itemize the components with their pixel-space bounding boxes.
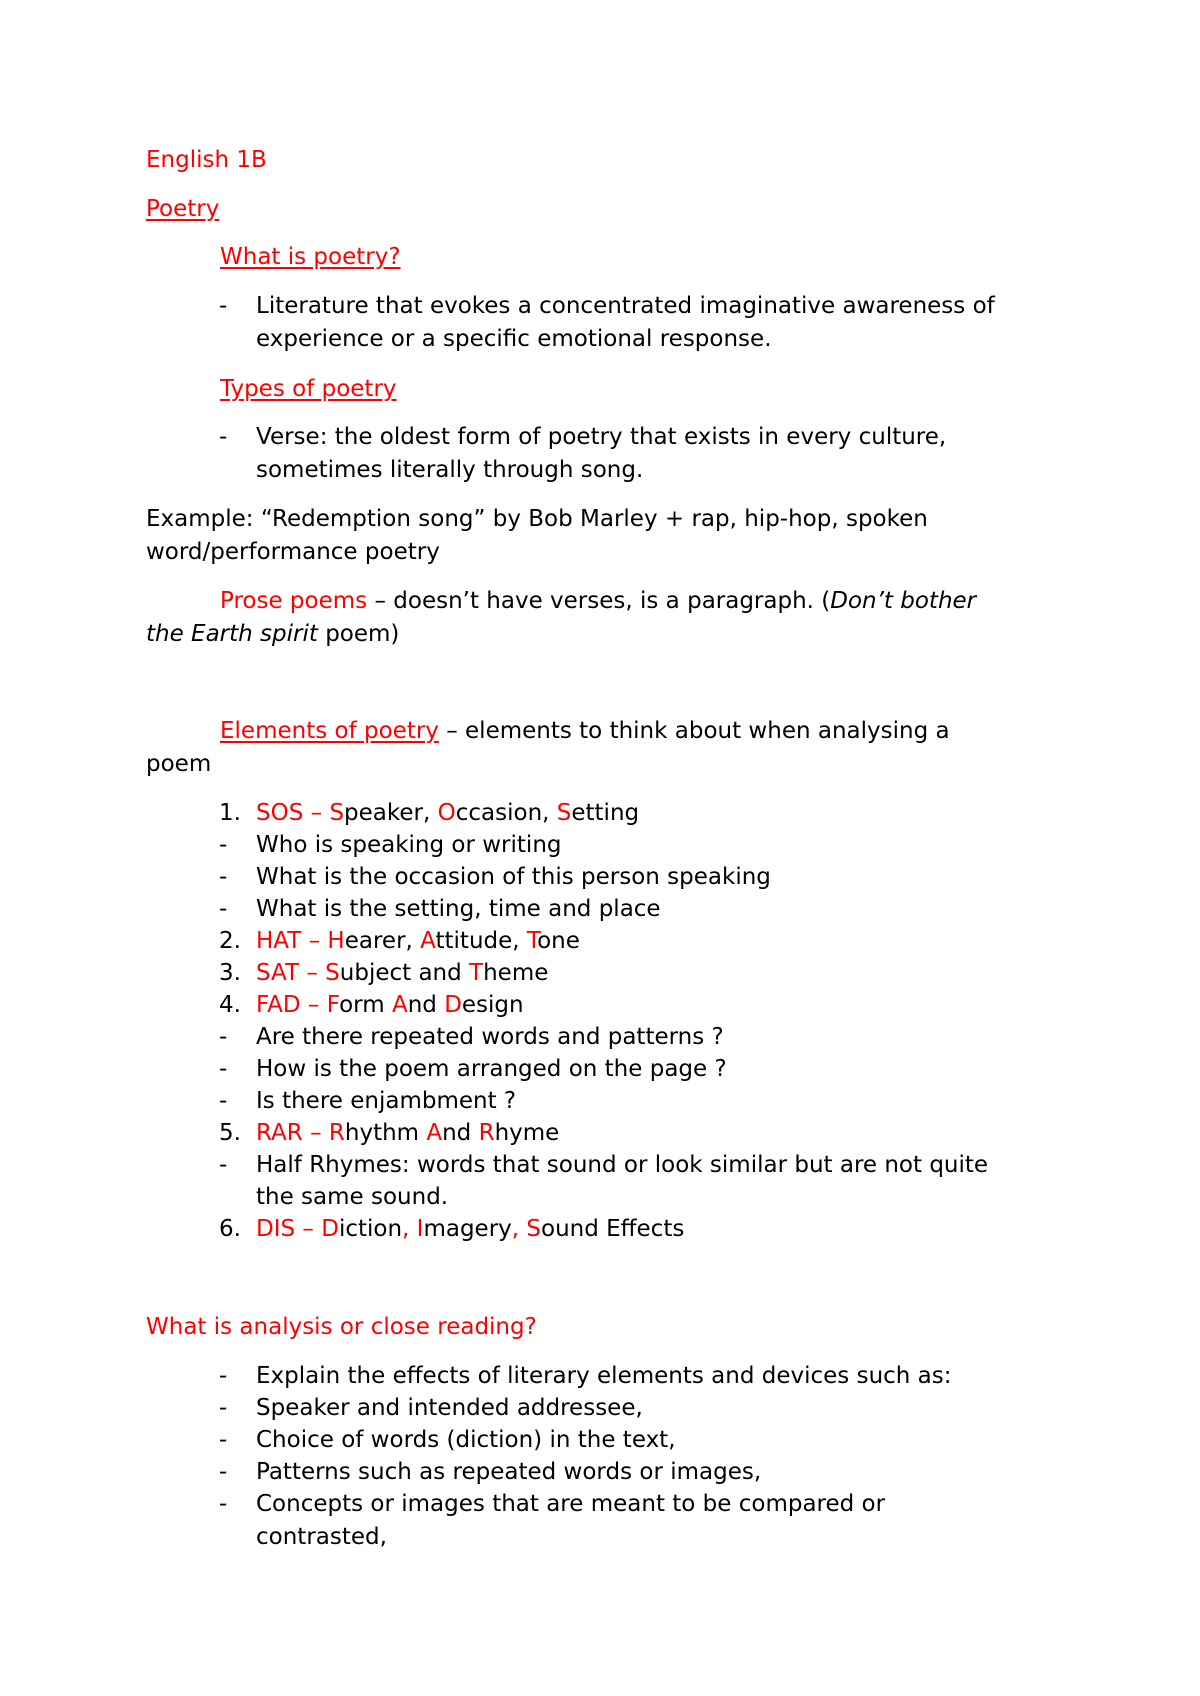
acronym: RAR – bbox=[256, 1120, 329, 1146]
initial: A bbox=[426, 1120, 443, 1146]
list-number: 5. bbox=[219, 1120, 241, 1146]
initial: A bbox=[420, 928, 436, 954]
initial: R bbox=[328, 1120, 345, 1146]
acronym: SOS – bbox=[256, 800, 330, 826]
document-title: English 1B bbox=[146, 147, 267, 173]
bullet-dash: - bbox=[219, 1427, 228, 1453]
list-number: 4. bbox=[219, 992, 241, 1018]
list-number: 3. bbox=[219, 960, 241, 986]
bullet-text: Speaker and intended addressee, bbox=[256, 1395, 643, 1421]
bullet-text: Choice of words (diction) in the text, bbox=[256, 1427, 676, 1453]
subheading-what-is-poetry: What is poetry? bbox=[220, 244, 401, 270]
word: earer, bbox=[344, 928, 421, 954]
initial: S bbox=[325, 960, 340, 986]
word: esign bbox=[461, 992, 524, 1018]
bullet-dash: - bbox=[219, 1088, 228, 1114]
word: peaker, bbox=[344, 800, 438, 826]
bullet-text: What is the setting, time and place bbox=[256, 896, 661, 922]
initial: O bbox=[437, 800, 456, 826]
subheading-elements-of-poetry: Elements of poetry bbox=[220, 718, 439, 744]
bullet-text: Patterns such as repeated words or images, bbox=[256, 1459, 762, 1485]
word: nd bbox=[407, 992, 445, 1018]
list-item-sos bbox=[256, 797, 639, 829]
word: one bbox=[537, 928, 580, 954]
word: etting bbox=[571, 800, 640, 826]
bullet-dash: - bbox=[219, 864, 228, 890]
word: orm bbox=[339, 992, 392, 1018]
elements-heading-continued: poem bbox=[146, 751, 212, 777]
initial: A bbox=[391, 992, 408, 1018]
word: hythm bbox=[344, 1120, 427, 1146]
list-number: 6. bbox=[219, 1216, 241, 1242]
prose-poems-line bbox=[220, 585, 976, 617]
bullet-text: Are there repeated words and patterns ? bbox=[256, 1024, 724, 1050]
initial: S bbox=[526, 1216, 542, 1242]
bullet-text-continued: experience or a specific emotional response. bbox=[256, 326, 772, 352]
initial: F bbox=[326, 992, 340, 1018]
prose-poems-text: – doesn’t have verses, is a paragraph. ( bbox=[367, 588, 831, 614]
bullet-dash: - bbox=[219, 1491, 228, 1517]
initial: D bbox=[321, 1216, 339, 1242]
prose-poems-italic-continued: the Earth spirit bbox=[146, 621, 318, 647]
word: iction bbox=[338, 1216, 403, 1242]
bullet-dash: - bbox=[219, 1363, 228, 1389]
bullet-dash: - bbox=[219, 832, 228, 858]
prose-poems-line-continued bbox=[146, 618, 399, 650]
initial: I bbox=[416, 1216, 424, 1242]
word: nd bbox=[442, 1120, 479, 1146]
bullet-dash: - bbox=[219, 896, 228, 922]
bullet-text: Who is speaking or writing bbox=[256, 832, 562, 858]
word: heme bbox=[483, 960, 549, 986]
example-line-continued: word/performance poetry bbox=[146, 539, 440, 565]
bullet-text: How is the poem arranged on the page ? bbox=[256, 1056, 727, 1082]
acronym: SAT – bbox=[256, 960, 326, 986]
separator: , bbox=[511, 1216, 527, 1242]
list-number: 2. bbox=[219, 928, 241, 954]
bullet-text: Literature that evokes a concentrated imaginative awareness of bbox=[256, 293, 995, 319]
bullet-dash: - bbox=[219, 1459, 228, 1485]
prose-poems-label: Prose poems bbox=[220, 588, 368, 614]
word: hyme bbox=[494, 1120, 560, 1146]
bullet-text: Concepts or images that are meant to be compared or bbox=[256, 1491, 886, 1517]
prose-poems-italic: Don’t bother bbox=[830, 588, 977, 614]
initial: H bbox=[327, 928, 345, 954]
word: magery bbox=[423, 1216, 512, 1242]
list-number: 1. bbox=[219, 800, 241, 826]
prose-poems-end: poem) bbox=[317, 621, 400, 647]
initial: R bbox=[478, 1120, 495, 1146]
list-item-dis bbox=[256, 1213, 684, 1245]
bullet-text-continued: contrasted, bbox=[256, 1524, 387, 1550]
bullet-text-continued: the same sound. bbox=[256, 1184, 449, 1210]
word: ccasion, bbox=[455, 800, 557, 826]
acronym: FAD – bbox=[256, 992, 327, 1018]
initial: T bbox=[469, 960, 484, 986]
bullet-text: Explain the effects of literary elements and devices such as: bbox=[256, 1363, 952, 1389]
list-item-sat bbox=[256, 957, 548, 989]
initial: D bbox=[444, 992, 462, 1018]
bullet-dash: - bbox=[219, 1395, 228, 1421]
bullet-text: Is there enjambment ? bbox=[256, 1088, 517, 1114]
subheading-types-of-poetry: Types of poetry bbox=[220, 376, 397, 402]
bullet-text-continued: sometimes literally through song. bbox=[256, 457, 644, 483]
acronym: DIS – bbox=[256, 1216, 322, 1242]
elements-heading-line bbox=[220, 715, 950, 747]
bullet-dash: - bbox=[219, 424, 228, 450]
example-line: Example: “Redemption song” by Bob Marley + rap, hip-hop, spoken bbox=[146, 506, 928, 532]
acronym: HAT – bbox=[256, 928, 328, 954]
bullet-text: What is the occasion of this person speaking bbox=[256, 864, 771, 890]
separator: , bbox=[402, 1216, 417, 1242]
word: ound Effects bbox=[541, 1216, 685, 1242]
initial: S bbox=[329, 800, 345, 826]
list-item-fad bbox=[256, 989, 524, 1021]
list-item-hat bbox=[256, 925, 580, 957]
bullet-text: Verse: the oldest form of poetry that exists in every culture, bbox=[256, 424, 947, 450]
elements-heading-description: – elements to think about when analysing a bbox=[438, 718, 950, 744]
initial: S bbox=[556, 800, 572, 826]
word: ubject and bbox=[339, 960, 470, 986]
bullet-dash: - bbox=[219, 1024, 228, 1050]
word: ttitude, bbox=[435, 928, 527, 954]
bullet-dash: - bbox=[219, 1056, 228, 1082]
initial: T bbox=[526, 928, 538, 954]
list-item-rar bbox=[256, 1117, 559, 1149]
bullet-dash: - bbox=[219, 1152, 228, 1178]
section-heading-analysis: What is analysis or close reading? bbox=[146, 1314, 537, 1340]
section-heading-poetry: Poetry bbox=[146, 196, 220, 222]
bullet-text: Half Rhymes: words that sound or look similar but are not quite bbox=[256, 1152, 989, 1178]
bullet-dash: - bbox=[219, 293, 228, 319]
